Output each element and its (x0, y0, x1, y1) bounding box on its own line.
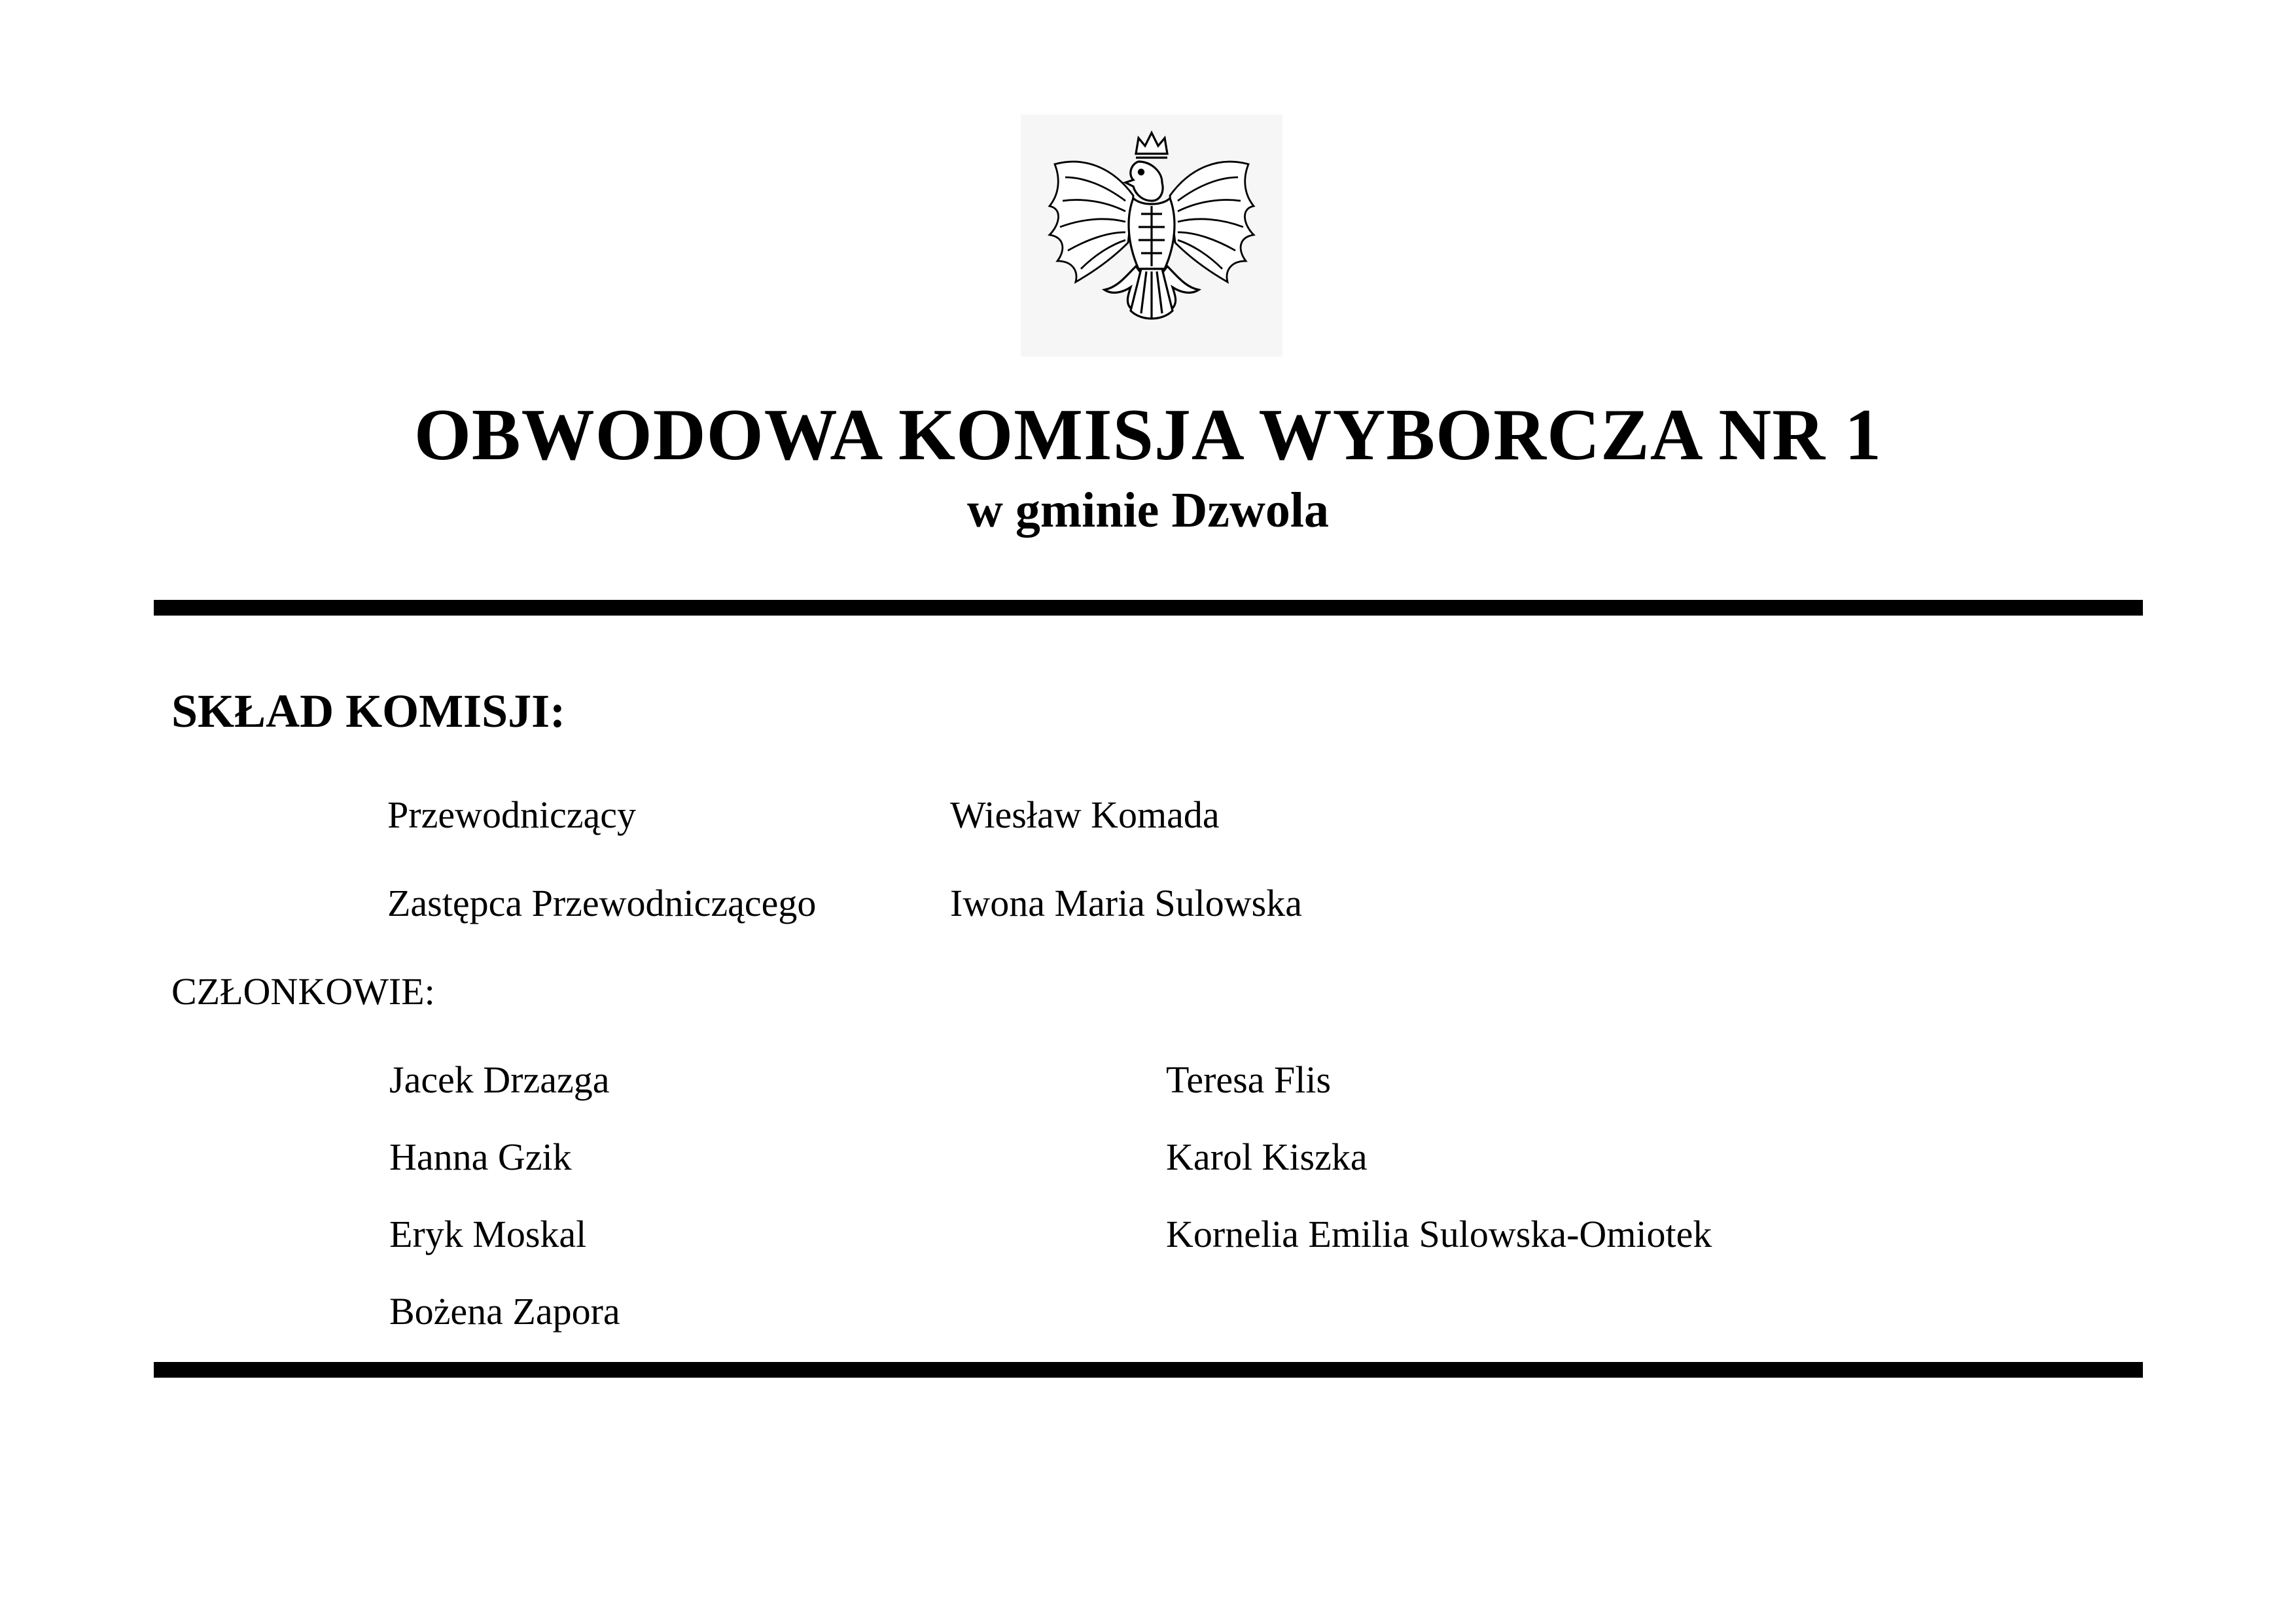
page-subtitle: w gminie Dzwola (966, 483, 1330, 538)
section-heading: SKŁAD KOMISJI: (171, 685, 566, 737)
bottom-divider (154, 1362, 2143, 1378)
polish-eagle-emblem-icon (1021, 114, 1282, 357)
page-title: OBWODOWA KOMISJA WYBORCZA NR 1 (414, 394, 1882, 476)
members-heading: CZŁONKOWIE: (171, 970, 435, 1013)
chair-name: Wiesław Komada (950, 794, 1220, 836)
member-left-3: Eryk Moskal (389, 1213, 587, 1255)
member-right-2: Karol Kiszka (1166, 1136, 1368, 1178)
member-left-1: Jacek Drzazga (389, 1058, 610, 1101)
top-divider (154, 600, 2143, 616)
chair-role: Przewodniczący (387, 794, 637, 836)
member-left-2: Hanna Gzik (389, 1136, 572, 1178)
deputy-role: Zastępca Przewodniczącego (387, 882, 817, 924)
member-right-3: Kornelia Emilia Sulowska-Omiotek (1166, 1213, 1712, 1255)
member-right-1: Teresa Flis (1166, 1058, 1332, 1101)
member-left-4: Bożena Zapora (389, 1290, 620, 1333)
deputy-name: Iwona Maria Sulowska (950, 882, 1303, 924)
